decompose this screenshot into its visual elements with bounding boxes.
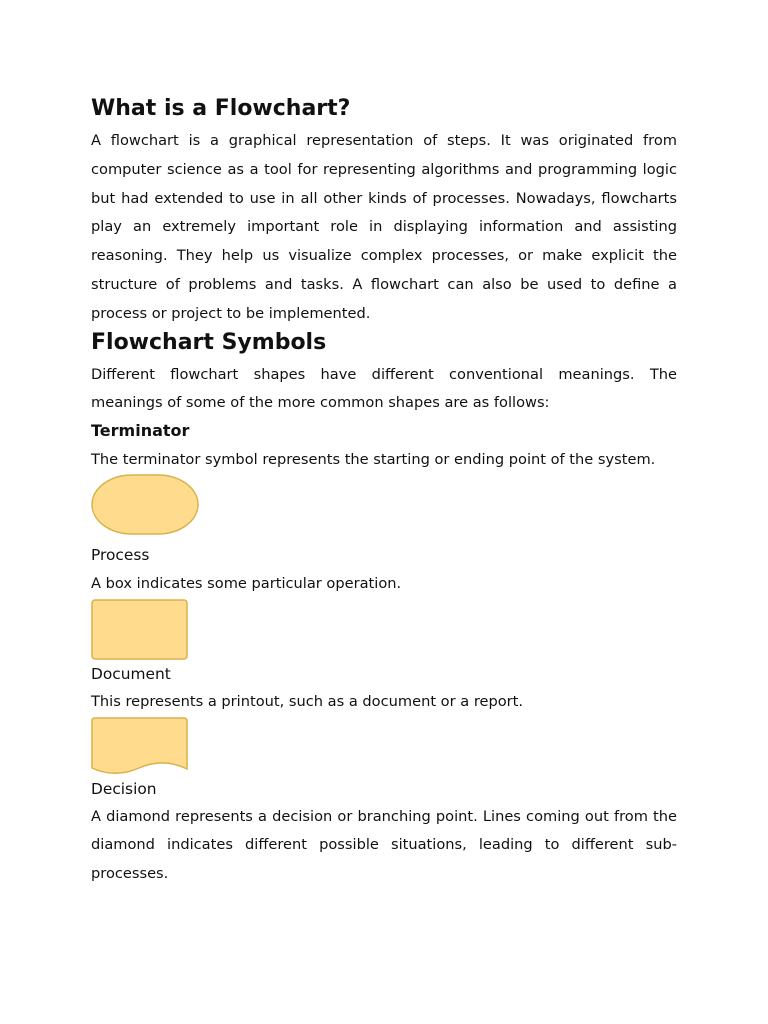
terminator-shape-icon bbox=[91, 474, 199, 536]
process-shape-icon bbox=[91, 599, 189, 661]
document-shape-icon bbox=[91, 717, 189, 777]
terminator-description: The terminator symbol represents the starting or ending point of the system. bbox=[91, 451, 656, 469]
symbols-heading: Flowchart Symbols bbox=[91, 329, 327, 355]
decision-label: Decision bbox=[91, 779, 157, 798]
process-label: Process bbox=[91, 545, 150, 564]
flowchart-intro-paragraph: A flowchart is a graphical representation of steps. It was originated from computer science as a tool for representing algorithms and programming logic but had extended to use in all other kinds of processes. Nowadays, flowcharts play an extremely important role in displaying information and assisting reasoning. They help us visualize complex processes, or make explicit the structure of problems and tasks. A flowchart can also be used to define a process or project to be implemented. bbox=[91, 132, 677, 322]
document-content bbox=[91, 93, 677, 889]
terminator-label: Terminator bbox=[91, 421, 190, 441]
document-description: This represents a printout, such as a document or a report. bbox=[91, 692, 524, 710]
document-label: Document bbox=[91, 664, 171, 683]
process-description: A box indicates some particular operation. bbox=[91, 574, 402, 592]
decision-description: A diamond represents a decision or branching point. Lines coming out from the diamond indicates different possible situations, leading to different sub-processes. bbox=[91, 807, 677, 883]
flowchart-heading: What is a Flowchart? bbox=[91, 96, 351, 121]
symbols-intro-paragraph: Different flowchart shapes have different conventional meanings. The meanings of some of the more common shapes are as follows: bbox=[91, 365, 677, 412]
